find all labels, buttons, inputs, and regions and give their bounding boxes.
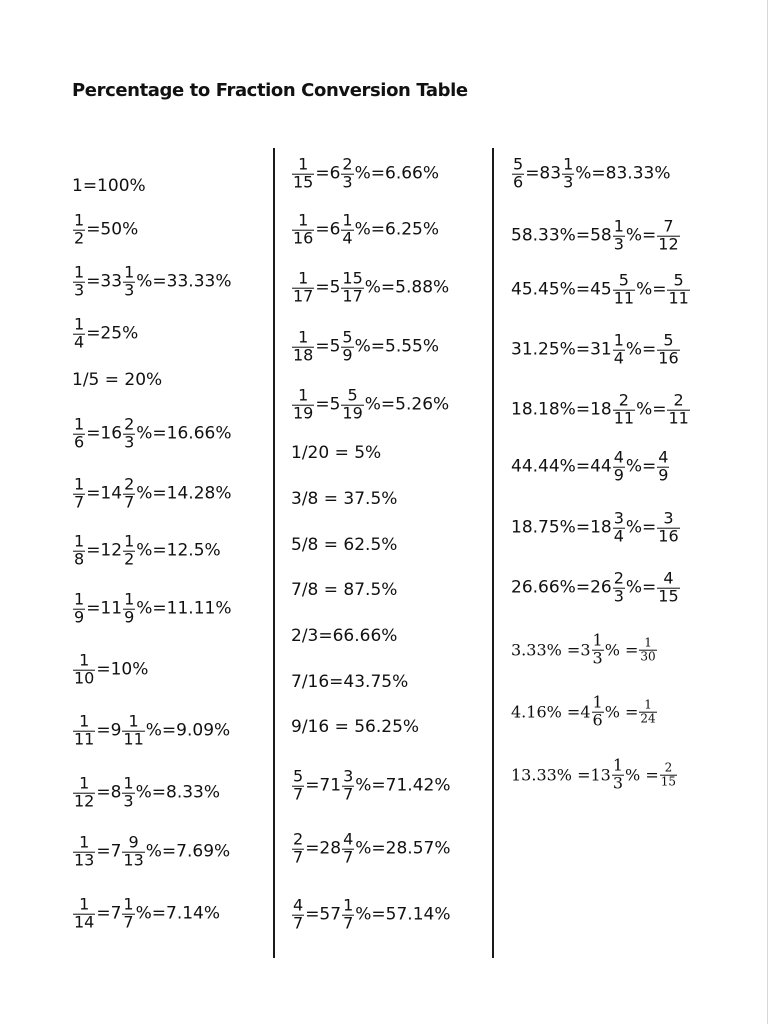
fraction	[613, 447, 625, 485]
fraction	[73, 210, 85, 248]
conversion-text: %=57.14%	[355, 905, 451, 925]
fraction-numerator: 2	[124, 414, 135, 434]
fraction	[341, 327, 353, 365]
fraction	[292, 268, 314, 306]
conversion-entry	[511, 447, 670, 485]
fraction-numerator: 2	[293, 829, 304, 849]
fraction-numerator: 1	[124, 589, 135, 609]
column-divider-right	[492, 148, 494, 958]
fraction-numerator: 2	[342, 154, 353, 174]
fraction-numerator: 2	[673, 390, 684, 410]
fraction	[657, 216, 679, 254]
fraction-denominator: 6	[592, 710, 603, 730]
fraction-denominator: 3	[613, 586, 624, 606]
fraction-numerator: 1	[74, 414, 85, 434]
conversion-entry	[72, 894, 221, 932]
fraction-numerator: 9	[128, 832, 139, 852]
fraction-denominator: 15	[660, 774, 677, 789]
conversion-entry	[291, 580, 397, 600]
conversion-text: 31.25%=31	[511, 340, 612, 360]
conversion-text: 26.66%=26	[511, 578, 612, 598]
fraction-numerator: 4	[658, 447, 669, 467]
conversion-text: 13.33% =13	[511, 765, 611, 785]
fraction-numerator: 1	[592, 692, 603, 712]
conversion-entry	[291, 895, 451, 933]
fraction-numerator: 1	[79, 773, 90, 793]
fraction	[73, 531, 85, 569]
fraction-denominator: 7	[293, 913, 304, 933]
conversion-text: =33	[86, 272, 123, 292]
conversion-entry	[72, 711, 231, 749]
fraction-denominator: 9	[124, 607, 135, 627]
fraction-numerator: 1	[644, 697, 652, 712]
conversion-text: =28	[305, 839, 342, 859]
fraction-denominator: 9	[658, 465, 669, 485]
fraction	[342, 829, 354, 867]
conversion-text: %=5.55%	[354, 337, 440, 357]
fraction	[341, 210, 353, 248]
fraction	[512, 154, 524, 192]
fraction-denominator: 3	[123, 791, 134, 811]
fraction-denominator: 4	[342, 228, 353, 248]
fraction-numerator: 15	[342, 268, 363, 288]
conversion-text: 1/5 = 20%	[72, 370, 163, 390]
fraction-numerator: 2	[618, 390, 629, 410]
fraction	[73, 773, 95, 811]
conversion-entry	[72, 414, 232, 452]
fraction	[613, 568, 625, 606]
conversion-text: 5/8 = 62.5%	[291, 535, 398, 555]
conversion-entry	[72, 474, 232, 512]
conversion-entry	[511, 508, 681, 546]
conversion-entry	[291, 766, 451, 804]
fraction-denominator: 7	[74, 492, 85, 512]
fraction	[292, 829, 304, 867]
conversion-text: %=6.66%	[354, 164, 440, 184]
fraction	[122, 773, 134, 811]
conversion-text: 3/8 = 37.5%	[291, 489, 398, 509]
conversion-entry	[291, 626, 397, 646]
fraction-denominator: 16	[293, 228, 314, 248]
conversion-text: =57	[305, 905, 342, 925]
conversion-entry	[291, 268, 450, 306]
conversion-text: =12	[86, 541, 123, 561]
conversion-text: %=14.28%	[136, 484, 232, 504]
conversion-text: %=11.11%	[136, 599, 232, 619]
fraction-denominator: 14	[74, 912, 95, 932]
conversion-text: %=6.25%	[354, 220, 440, 240]
conversion-entry	[511, 216, 681, 254]
fraction-numerator: 5	[618, 270, 629, 290]
fraction	[73, 414, 85, 452]
fraction	[613, 216, 625, 254]
conversion-text: =6	[315, 164, 341, 184]
fraction	[292, 154, 314, 192]
conversion-text: %=12.5%	[136, 541, 221, 561]
fraction-denominator: 11	[613, 408, 635, 428]
fraction-denominator: 17	[342, 286, 363, 306]
conversion-text: %=8.33%	[135, 783, 221, 803]
conversion-entry	[72, 370, 162, 390]
conversion-entry	[72, 531, 221, 569]
fraction	[123, 414, 135, 452]
fraction-numerator: 5	[293, 766, 304, 786]
fraction	[613, 330, 625, 368]
conversion-text: % =	[604, 640, 639, 660]
conversion-text: =71	[305, 776, 342, 796]
fraction	[292, 385, 314, 423]
fraction-numerator: 1	[74, 262, 85, 282]
conversion-entry	[72, 314, 139, 352]
fraction-denominator: 3	[74, 280, 85, 300]
conversion-text: =7	[96, 842, 122, 862]
conversion-text: %=5.88%	[364, 278, 450, 298]
conversion-entry	[72, 832, 231, 870]
conversion-text: 7/16=43.75%	[291, 672, 409, 692]
fraction-numerator: 2	[613, 568, 624, 588]
fraction-denominator: 7	[343, 847, 354, 867]
conversion-entry	[72, 262, 232, 300]
fraction-numerator: 1	[74, 314, 85, 334]
conversion-entry	[72, 773, 221, 811]
fraction-denominator: 19	[293, 403, 314, 423]
conversion-text: %=28.57%	[355, 839, 451, 859]
fraction	[657, 447, 669, 485]
fraction	[667, 270, 689, 308]
fraction	[639, 637, 656, 663]
fraction	[613, 390, 635, 428]
conversion-text: %=71.42%	[355, 776, 451, 796]
conversion-text: %=5.26%	[364, 395, 450, 415]
fraction-denominator: 13	[123, 850, 144, 870]
fraction	[657, 508, 679, 546]
fraction-numerator: 1	[343, 895, 354, 915]
fraction-denominator: 2	[74, 228, 85, 248]
conversion-entry	[291, 535, 397, 555]
fraction-numerator: 4	[343, 829, 354, 849]
fraction-denominator: 16	[658, 348, 679, 368]
fraction-numerator: 1	[592, 630, 603, 650]
fraction	[292, 210, 314, 248]
fraction	[292, 327, 314, 365]
conversion-text: =83	[525, 164, 562, 184]
fraction-numerator: 3	[663, 508, 674, 528]
fraction	[592, 630, 604, 668]
conversion-entry	[511, 630, 658, 668]
fraction-denominator: 10	[74, 668, 95, 688]
fraction	[667, 390, 689, 428]
conversion-text: 2/3=66.66%	[291, 626, 398, 646]
fraction	[592, 692, 604, 730]
fraction-denominator: 11	[668, 288, 689, 308]
fraction-denominator: 6	[513, 172, 524, 192]
fraction	[341, 268, 363, 306]
fraction-denominator: 7	[343, 784, 354, 804]
fraction-denominator: 11	[668, 408, 689, 428]
fraction-denominator: 3	[124, 432, 135, 452]
fraction-numerator: 1	[644, 635, 652, 650]
fraction	[613, 508, 625, 546]
fraction-numerator: 1	[563, 154, 574, 174]
conversion-text: =14	[86, 484, 123, 504]
fraction	[612, 755, 624, 793]
conversion-entry	[511, 270, 691, 308]
conversion-entry	[511, 755, 678, 793]
fraction	[342, 895, 354, 933]
fraction	[73, 832, 95, 870]
conversion-entry	[291, 327, 440, 365]
fraction	[122, 894, 134, 932]
conversion-entry	[72, 210, 139, 248]
fraction	[660, 762, 677, 788]
conversion-text: =11	[86, 599, 123, 619]
fraction-denominator: 12	[658, 234, 679, 254]
conversion-entry	[291, 717, 419, 737]
conversion-text: 44.44%=44	[511, 457, 612, 477]
fraction-numerator: 5	[513, 154, 524, 174]
fraction-numerator: 1	[124, 262, 135, 282]
fraction-numerator: 5	[342, 327, 353, 347]
fraction-numerator: 1	[79, 650, 90, 670]
conversion-text: % =	[625, 765, 659, 785]
fraction-denominator: 11	[613, 288, 635, 308]
fraction-denominator: 13	[74, 850, 95, 870]
conversion-text: 45.45%=45	[511, 280, 612, 300]
fraction-numerator: 5	[347, 385, 358, 405]
conversion-text: %=16.66%	[136, 424, 232, 444]
conversion-text: =9	[96, 721, 122, 741]
fraction-denominator: 12	[74, 791, 95, 811]
fraction	[73, 314, 85, 352]
conversion-text: 7/8 = 87.5%	[291, 580, 398, 600]
fraction-denominator: 7	[123, 912, 134, 932]
fraction	[341, 154, 353, 192]
fraction-denominator: 7	[293, 847, 304, 867]
fraction-numerator: 1	[613, 216, 624, 236]
fraction	[613, 270, 635, 308]
conversion-text: % =	[604, 702, 639, 722]
fraction-denominator: 30	[640, 649, 656, 664]
fraction-numerator: 5	[673, 270, 684, 290]
fraction	[657, 568, 679, 606]
fraction-numerator: 1	[123, 894, 134, 914]
conversion-text: %=7.14%	[135, 904, 221, 924]
conversion-text: 3.33% =3	[511, 640, 591, 660]
fraction-numerator: 1	[298, 154, 309, 174]
fraction	[639, 699, 656, 725]
fraction	[657, 330, 679, 368]
conversion-text: %=	[625, 518, 657, 538]
fraction-numerator: 1	[74, 531, 85, 551]
conversion-entry	[511, 692, 658, 730]
fraction	[73, 589, 85, 627]
conversion-text: 4.16% =4	[511, 702, 591, 722]
conversion-entry	[511, 330, 681, 368]
conversion-entry	[291, 443, 381, 463]
conversion-text: =5	[315, 278, 341, 298]
conversion-entry	[291, 154, 440, 192]
fraction	[122, 711, 144, 749]
fraction-numerator: 1	[298, 268, 309, 288]
fraction-numerator: 1	[74, 474, 85, 494]
conversion-entry	[511, 568, 681, 606]
fraction-denominator: 4	[613, 526, 624, 546]
fraction-denominator: 7	[124, 492, 135, 512]
fraction-numerator: 3	[343, 766, 354, 786]
conversion-entry	[511, 154, 671, 192]
conversion-text: %=	[625, 457, 657, 477]
conversion-entry	[72, 589, 232, 627]
conversion-text: %=	[625, 578, 657, 598]
fraction-denominator: 3	[563, 172, 574, 192]
fraction	[123, 531, 135, 569]
fraction-denominator: 15	[293, 172, 314, 192]
fraction	[123, 474, 135, 512]
fraction-denominator: 15	[658, 586, 679, 606]
fraction-numerator: 1	[124, 531, 135, 551]
fraction-denominator: 9	[342, 345, 353, 365]
fraction	[73, 262, 85, 300]
fraction	[73, 650, 95, 688]
conversion-text: %=33.33%	[136, 272, 232, 292]
fraction-numerator: 4	[663, 568, 674, 588]
fraction	[342, 766, 354, 804]
conversion-text: %=7.69%	[145, 842, 231, 862]
conversion-text: %=	[625, 340, 657, 360]
conversion-text: 9/16 = 56.25%	[291, 717, 420, 737]
fraction-numerator: 1	[128, 711, 139, 731]
page-title: Percentage to Fraction Conversion Table	[72, 80, 468, 101]
fraction	[73, 894, 95, 932]
fraction-denominator: 3	[613, 234, 624, 254]
fraction	[292, 895, 304, 933]
conversion-text: 1=100%	[72, 176, 146, 196]
fraction	[123, 589, 135, 627]
fraction-denominator: 18	[293, 345, 314, 365]
fraction	[122, 832, 144, 870]
fraction-denominator: 3	[124, 280, 135, 300]
fraction	[73, 474, 85, 512]
conversion-text: =5	[315, 337, 341, 357]
fraction-denominator: 2	[124, 549, 135, 569]
fraction	[341, 385, 363, 423]
conversion-text: 58.33%=58	[511, 226, 612, 246]
fraction-denominator: 9	[613, 465, 624, 485]
conversion-entry	[291, 672, 408, 692]
fraction-denominator: 4	[74, 332, 85, 352]
fraction-denominator: 6	[74, 432, 85, 452]
fraction-denominator: 3	[342, 172, 353, 192]
fraction-denominator: 7	[343, 913, 354, 933]
fraction-numerator: 1	[74, 210, 85, 230]
fraction-numerator: 1	[298, 385, 309, 405]
fraction-denominator: 7	[293, 784, 304, 804]
fraction-numerator: 1	[612, 755, 624, 775]
conversion-text: =50%	[86, 220, 139, 240]
fraction-denominator: 19	[342, 403, 363, 423]
conversion-entry	[72, 650, 149, 688]
fraction-denominator: 3	[612, 773, 624, 793]
conversion-entry	[511, 390, 691, 428]
conversion-text: =6	[315, 220, 341, 240]
conversion-text: %=	[636, 400, 667, 420]
fraction-denominator: 8	[74, 549, 85, 569]
conversion-text: =25%	[86, 324, 139, 344]
fraction-denominator: 4	[613, 348, 624, 368]
fraction-numerator: 1	[79, 711, 90, 731]
fraction-numerator: 2	[664, 760, 673, 775]
fraction	[562, 154, 574, 192]
fraction	[73, 711, 95, 749]
fraction-numerator: 1	[613, 330, 624, 350]
conversion-text: %=9.09%	[145, 721, 231, 741]
fraction-numerator: 2	[124, 474, 135, 494]
conversion-entry	[291, 489, 397, 509]
fraction	[292, 766, 304, 804]
conversion-text: %=83.33%	[575, 164, 671, 184]
fraction-numerator: 1	[342, 210, 353, 230]
fraction-numerator: 1	[79, 832, 90, 852]
fraction-denominator: 11	[74, 729, 95, 749]
fraction-denominator: 16	[658, 526, 679, 546]
conversion-text: =10%	[96, 660, 149, 680]
conversion-text: 18.18%=18	[511, 400, 612, 420]
conversion-entry	[291, 210, 440, 248]
conversion-text: 18.75%=18	[511, 518, 612, 538]
conversion-text: %=	[625, 226, 657, 246]
fraction-numerator: 1	[298, 210, 309, 230]
conversion-entry	[291, 385, 450, 423]
conversion-text: =8	[96, 783, 122, 803]
fraction-numerator: 1	[74, 589, 85, 609]
fraction-numerator: 3	[613, 508, 624, 528]
fraction-numerator: 4	[613, 447, 624, 467]
fraction-numerator: 4	[293, 895, 304, 915]
fraction-denominator: 11	[123, 729, 144, 749]
conversion-text: =5	[315, 395, 341, 415]
conversion-entry	[72, 176, 146, 196]
column-divider-left	[273, 148, 275, 958]
fraction-denominator: 17	[293, 286, 314, 306]
conversion-text: 1/20 = 5%	[291, 443, 382, 463]
fraction-denominator: 9	[74, 607, 85, 627]
fraction-denominator: 3	[592, 648, 603, 668]
fraction-numerator: 5	[663, 330, 674, 350]
fraction	[123, 262, 135, 300]
conversion-entry	[291, 829, 451, 867]
fraction-numerator: 1	[123, 773, 134, 793]
conversion-text: %=	[636, 280, 667, 300]
fraction-numerator: 1	[298, 327, 309, 347]
conversion-text: =16	[86, 424, 123, 444]
fraction-numerator: 1	[79, 894, 90, 914]
conversion-text: =7	[96, 904, 122, 924]
fraction-numerator: 7	[663, 216, 674, 236]
fraction-denominator: 24	[640, 711, 656, 726]
